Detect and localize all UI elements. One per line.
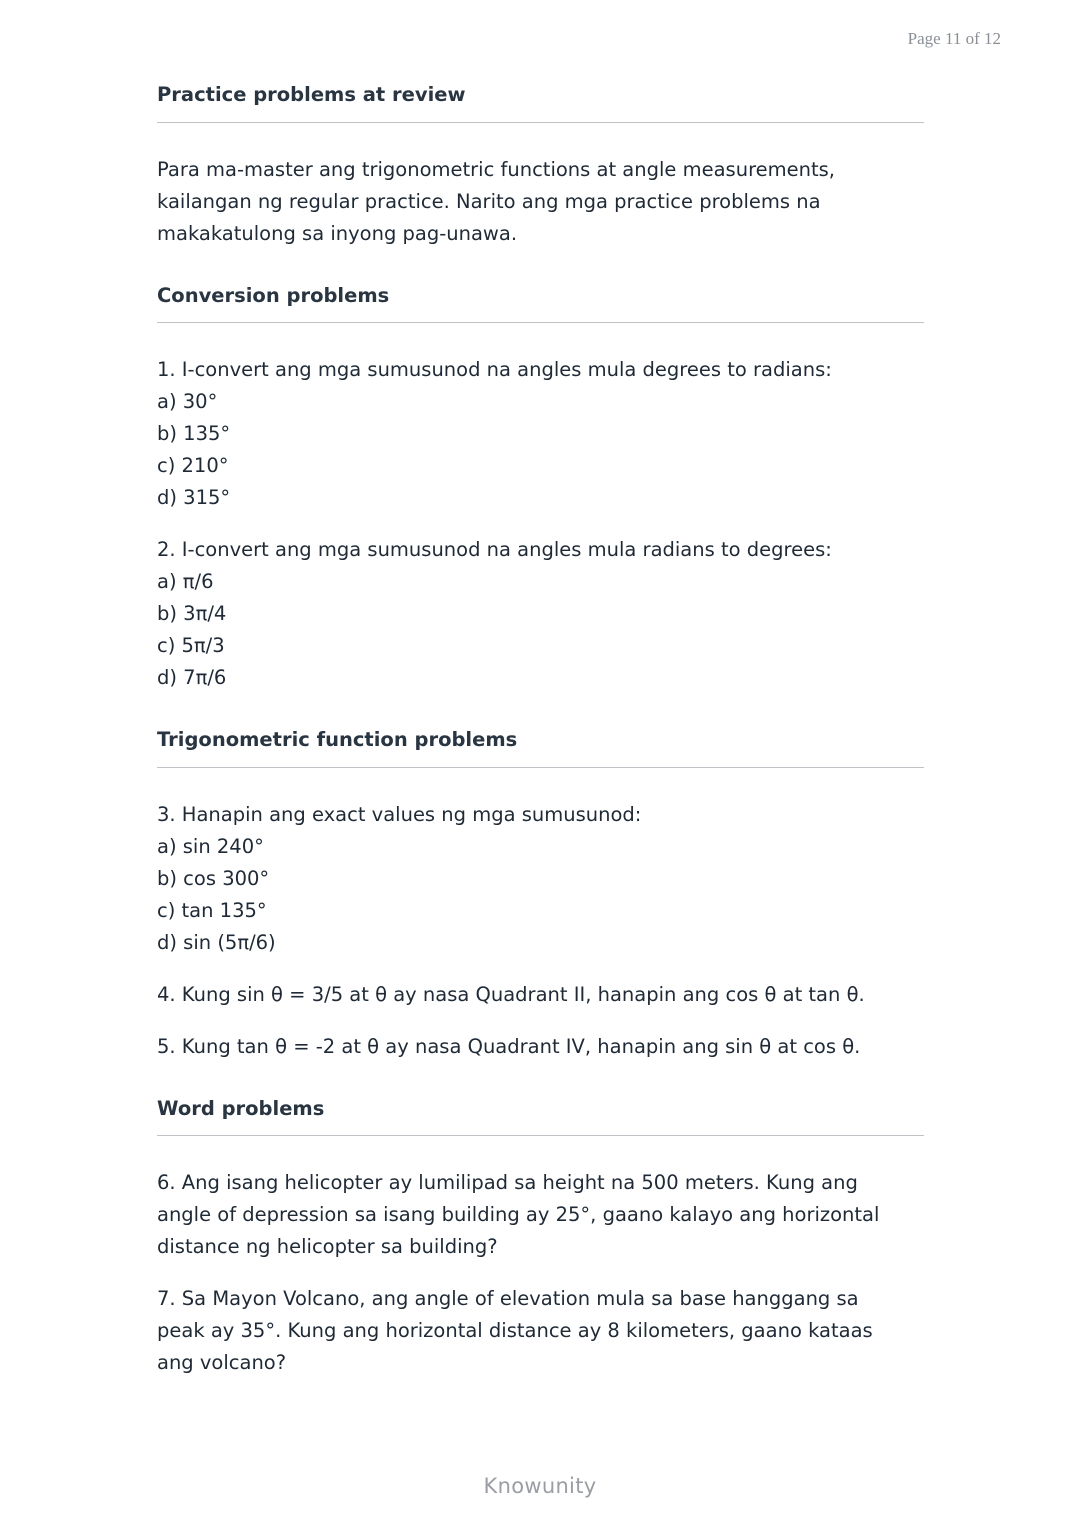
problem-4: [157, 979, 924, 1011]
problem-option: d) 315°: [157, 486, 231, 509]
section-heading-conversion: Conversion problems: [157, 284, 390, 307]
problem-option: b) 135°: [157, 422, 231, 445]
problem-7: [157, 1283, 924, 1379]
problem-1: [157, 354, 924, 514]
intro-paragraph: [157, 154, 924, 250]
text-line: makakatulong sa inyong pag-unawa.: [157, 222, 518, 245]
section-divider: [157, 1135, 924, 1136]
problem-statement: 1. I-convert ang mga sumusunod na angles mula degrees to radians:: [157, 358, 832, 381]
problem-option: c) tan 135°: [157, 899, 267, 922]
section-divider: [157, 767, 924, 768]
problem-option: d) 7π/6: [157, 666, 227, 689]
problem-statement: 4. Kung sin θ = 3/5 at θ ay nasa Quadrant II, hanapin ang cos θ at tan θ.: [157, 983, 865, 1006]
problem-5: [157, 1031, 924, 1063]
text-line: ang volcano?: [157, 1351, 287, 1374]
text-line: angle of depression sa isang building ay 25°, gaano kalayo ang horizontal: [157, 1203, 880, 1226]
problem-option: a) π/6: [157, 570, 214, 593]
problem-option: a) 30°: [157, 390, 218, 413]
section-heading-word: Word problems: [157, 1097, 325, 1120]
section-divider: [157, 122, 924, 123]
text-line: 6. Ang isang helicopter ay lumilipad sa height na 500 meters. Kung ang: [157, 1171, 858, 1194]
section-heading-practice: Practice problems at review: [157, 83, 466, 106]
text-line: kailangan ng regular practice. Narito ang mga practice problems na: [157, 190, 821, 213]
problem-6: [157, 1167, 924, 1263]
footer-brand: Knowunity: [483, 1474, 597, 1498]
problem-2: [157, 534, 924, 694]
text-line: distance ng helicopter sa building?: [157, 1235, 498, 1258]
problem-statement: 5. Kung tan θ = -2 at θ ay nasa Quadrant IV, hanapin ang sin θ at cos θ.: [157, 1035, 861, 1058]
problem-option: c) 5π/3: [157, 634, 225, 657]
problem-3: [157, 799, 924, 959]
section-heading-trig: Trigonometric function problems: [157, 728, 518, 751]
text-line: peak ay 35°. Kung ang horizontal distance ay 8 kilometers, gaano kataas: [157, 1319, 873, 1342]
page-number: Page 11 of 12: [907, 29, 1001, 48]
problem-option: d) sin (5π/6): [157, 931, 276, 954]
problem-option: a) sin 240°: [157, 835, 264, 858]
text-line: 7. Sa Mayon Volcano, ang angle of elevation mula sa base hanggang sa: [157, 1287, 859, 1310]
problem-option: b) cos 300°: [157, 867, 270, 890]
section-divider: [157, 322, 924, 323]
problem-option: b) 3π/4: [157, 602, 227, 625]
text-line: Para ma-master ang trigonometric functions at angle measurements,: [157, 158, 836, 181]
problem-statement: 2. I-convert ang mga sumusunod na angles mula radians to degrees:: [157, 538, 832, 561]
problem-option: c) 210°: [157, 454, 229, 477]
problem-statement: 3. Hanapin ang exact values ng mga sumusunod:: [157, 803, 642, 826]
